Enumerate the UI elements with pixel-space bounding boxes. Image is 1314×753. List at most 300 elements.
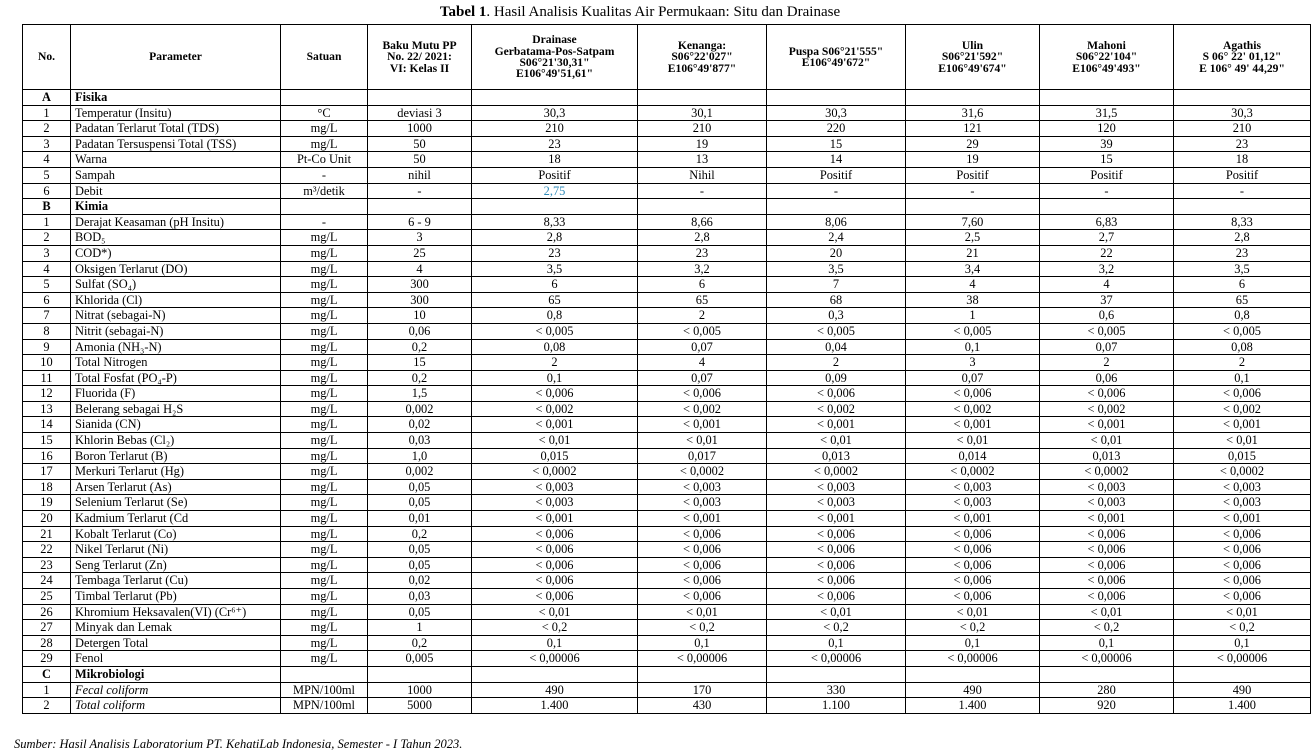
row-value: 2: [1040, 355, 1174, 371]
row-value: < 0,002: [638, 401, 767, 417]
table-row: [23, 448, 1311, 464]
row-unit: mg/L: [281, 433, 368, 449]
row-unit: mg/L: [281, 339, 368, 355]
row-value: < 0,2: [906, 620, 1040, 636]
row-no: 23: [23, 557, 71, 573]
row-no: 18: [23, 479, 71, 495]
row-value: -: [767, 183, 906, 199]
row-value: < 0,2: [472, 620, 638, 636]
row-parameter: Nitrit (sebagai-N): [71, 323, 281, 339]
row-value: 0,014: [906, 448, 1040, 464]
row-value: < 0,2: [638, 620, 767, 636]
row-value: 7,60: [906, 214, 1040, 230]
row-baku-mutu: 0,2: [368, 370, 472, 386]
empty-cell: [1040, 90, 1174, 106]
row-parameter: Sianida (CN): [71, 417, 281, 433]
row-value: < 0,003: [638, 495, 767, 511]
table-row: [23, 292, 1311, 308]
row-value: < 0,006: [472, 526, 638, 542]
header-kenanga: Kenanga: S06°22'027" E106°49'877": [638, 25, 767, 90]
row-value: < 0,003: [472, 495, 638, 511]
table-row: [23, 121, 1311, 137]
row-value: < 0,006: [906, 386, 1040, 402]
row-parameter: Khlorida (Cl): [71, 292, 281, 308]
row-value: 0,013: [1040, 448, 1174, 464]
table-row: [23, 245, 1311, 261]
row-baku-mutu: 0,05: [368, 542, 472, 558]
row-value: 31,5: [1040, 105, 1174, 121]
row-value: < 0,00006: [472, 651, 638, 667]
section-name: Fisika: [71, 90, 281, 106]
row-unit: MPN/100ml: [281, 682, 368, 698]
row-value: < 0,006: [1174, 573, 1311, 589]
row-baku-mutu: 3: [368, 230, 472, 246]
row-value: 330: [767, 682, 906, 698]
row-value: 8,66: [638, 214, 767, 230]
row-value: 210: [1174, 121, 1311, 137]
row-baku-mutu: 0,05: [368, 557, 472, 573]
row-parameter: Total Fosfat (PO₄-P): [71, 370, 281, 386]
empty-cell: [1174, 666, 1311, 682]
row-value: < 0,00006: [767, 651, 906, 667]
row-no: 28: [23, 635, 71, 651]
row-value: 0,1: [1040, 635, 1174, 651]
row-parameter: BOD₅: [71, 230, 281, 246]
row-baku-mutu: 1,0: [368, 448, 472, 464]
row-value: 2,4: [767, 230, 906, 246]
row-value: 0,06: [1040, 370, 1174, 386]
row-value: 0,8: [472, 308, 638, 324]
empty-cell: [472, 199, 638, 215]
header-row: [23, 25, 1311, 90]
header-no: No.: [23, 25, 71, 90]
empty-cell: [638, 666, 767, 682]
row-value: 22: [1040, 245, 1174, 261]
row-unit: mg/L: [281, 386, 368, 402]
row-unit: mg/L: [281, 589, 368, 605]
empty-cell: [1174, 90, 1311, 106]
empty-cell: [368, 199, 472, 215]
row-parameter: Minyak dan Lemak: [71, 620, 281, 636]
row-value: < 0,01: [1174, 604, 1311, 620]
row-no: 1: [23, 105, 71, 121]
header-baku-mutu: Baku Mutu PP No. 22/ 2021: VI: Kelas II: [368, 25, 472, 90]
row-value: 20: [767, 245, 906, 261]
row-no: 1: [23, 682, 71, 698]
row-value: < 0,0002: [472, 464, 638, 480]
row-unit: mg/L: [281, 323, 368, 339]
row-no: 20: [23, 511, 71, 527]
row-parameter: Sulfat (SO₄): [71, 277, 281, 293]
row-value: < 0,01: [638, 433, 767, 449]
row-value: < 0,001: [638, 417, 767, 433]
header-ulin: Ulin S06°21'592" E106°49'674": [906, 25, 1040, 90]
row-value: < 0,001: [638, 511, 767, 527]
row-no: 6: [23, 183, 71, 199]
row-value: < 0,01: [906, 604, 1040, 620]
table-row: [23, 417, 1311, 433]
row-value: < 0,001: [1174, 417, 1311, 433]
row-value: < 0,005: [1174, 323, 1311, 339]
row-value: 8,33: [1174, 214, 1311, 230]
row-value: < 0,003: [1040, 495, 1174, 511]
row-value: 0,3: [767, 308, 906, 324]
row-value: < 0,006: [1040, 526, 1174, 542]
row-value: < 0,01: [1040, 433, 1174, 449]
row-baku-mutu: 10: [368, 308, 472, 324]
row-unit: mg/L: [281, 261, 368, 277]
row-value: 23: [472, 136, 638, 152]
row-baku-mutu: 0,002: [368, 401, 472, 417]
row-value: < 0,006: [1040, 386, 1174, 402]
section-row: [23, 199, 1311, 215]
row-parameter: Arsen Terlarut (As): [71, 479, 281, 495]
row-value: < 0,01: [638, 604, 767, 620]
row-value: < 0,001: [767, 511, 906, 527]
row-value: < 0,002: [1040, 401, 1174, 417]
row-no: 6: [23, 292, 71, 308]
empty-cell: [906, 199, 1040, 215]
table-caption-text: . Hasil Analisis Kualitas Air Permukaan: Situ dan Drainase: [486, 4, 841, 20]
header-agathis: Agathis S 06° 22' 01,12" E 106° 49' 44,29": [1174, 25, 1311, 90]
row-unit: mg/L: [281, 573, 368, 589]
empty-cell: [767, 90, 906, 106]
row-value: 0,1: [1174, 370, 1311, 386]
row-value: 29: [906, 136, 1040, 152]
row-value: 30,3: [767, 105, 906, 121]
empty-cell: [281, 90, 368, 106]
source-note: Sumber: Hasil Analisis Laboratorium PT. KehatiLab Indonesia, Semester - I Tahun 2023.: [14, 737, 463, 751]
row-value: < 0,006: [767, 557, 906, 573]
row-value: 210: [638, 121, 767, 137]
row-value: 0,1: [767, 635, 906, 651]
table-row: [23, 635, 1311, 651]
row-value: 21: [906, 245, 1040, 261]
header-mahoni: Mahoni S06°22'104" E106°49'493": [1040, 25, 1174, 90]
row-value: 3: [906, 355, 1040, 371]
row-value: 4: [1040, 277, 1174, 293]
row-value: < 0,006: [472, 557, 638, 573]
row-value: 0,1: [906, 635, 1040, 651]
row-no: 16: [23, 448, 71, 464]
row-baku-mutu: deviasi 3: [368, 105, 472, 121]
row-value: 15: [1040, 152, 1174, 168]
row-value: < 0,006: [767, 542, 906, 558]
row-baku-mutu: 0,2: [368, 339, 472, 355]
row-baku-mutu: 0,005: [368, 651, 472, 667]
table-row: [23, 277, 1311, 293]
row-unit: mg/L: [281, 230, 368, 246]
row-value: 31,6: [906, 105, 1040, 121]
row-value: < 0,006: [638, 557, 767, 573]
row-value: 23: [638, 245, 767, 261]
row-baku-mutu: 4: [368, 261, 472, 277]
row-unit: mg/L: [281, 308, 368, 324]
table-row: [23, 401, 1311, 417]
table-row: [23, 261, 1311, 277]
row-unit: mg/L: [281, 464, 368, 480]
row-value: 0,08: [472, 339, 638, 355]
row-value: 30,1: [638, 105, 767, 121]
row-baku-mutu: 1: [368, 620, 472, 636]
row-value: 0,1: [472, 370, 638, 386]
section-row: [23, 90, 1311, 106]
row-value: 0,1: [472, 635, 638, 651]
row-value: 2,7: [1040, 230, 1174, 246]
row-value: 0,07: [1040, 339, 1174, 355]
row-value: < 0,005: [638, 323, 767, 339]
row-value: -: [906, 183, 1040, 199]
row-baku-mutu: 0,02: [368, 417, 472, 433]
row-value: < 0,003: [767, 479, 906, 495]
row-value: < 0,006: [906, 526, 1040, 542]
row-baku-mutu: 0,02: [368, 573, 472, 589]
row-value: < 0,0002: [638, 464, 767, 480]
row-unit: MPN/100ml: [281, 698, 368, 714]
row-no: 24: [23, 573, 71, 589]
row-value: < 0,005: [906, 323, 1040, 339]
row-value: 2,75: [472, 183, 638, 199]
header-parameter: Parameter: [71, 25, 281, 90]
row-value: < 0,001: [1040, 511, 1174, 527]
row-no: 2: [23, 121, 71, 137]
table-row: [23, 604, 1311, 620]
row-value: 490: [1174, 682, 1311, 698]
table-row: [23, 511, 1311, 527]
row-value: 65: [472, 292, 638, 308]
row-value: < 0,006: [1174, 526, 1311, 542]
row-value: 4: [906, 277, 1040, 293]
row-no: 11: [23, 370, 71, 386]
row-value: 13: [638, 152, 767, 168]
row-parameter: Belerang sebagai H₂S: [71, 401, 281, 417]
row-baku-mutu: 0,05: [368, 479, 472, 495]
row-value: < 0,003: [1174, 479, 1311, 495]
row-unit: mg/L: [281, 401, 368, 417]
table-row: [23, 573, 1311, 589]
row-value: < 0,006: [767, 526, 906, 542]
row-value: 0,017: [638, 448, 767, 464]
row-unit: -: [281, 214, 368, 230]
row-value: < 0,2: [767, 620, 906, 636]
row-value: 3,5: [1174, 261, 1311, 277]
empty-cell: [1040, 666, 1174, 682]
row-value: < 0,006: [472, 573, 638, 589]
row-baku-mutu: 300: [368, 277, 472, 293]
row-value: < 0,006: [1174, 589, 1311, 605]
table-row: [23, 433, 1311, 449]
row-value: 18: [472, 152, 638, 168]
row-value: 2,8: [638, 230, 767, 246]
row-no: 21: [23, 526, 71, 542]
row-value: < 0,003: [767, 495, 906, 511]
row-no: 29: [23, 651, 71, 667]
empty-cell: [638, 90, 767, 106]
row-value: < 0,005: [472, 323, 638, 339]
row-baku-mutu: 50: [368, 152, 472, 168]
row-unit: mg/L: [281, 604, 368, 620]
row-parameter: Detergen Total: [71, 635, 281, 651]
row-no: 2: [23, 230, 71, 246]
row-value: < 0,005: [1040, 323, 1174, 339]
row-value: < 0,001: [1040, 417, 1174, 433]
row-value: 6: [638, 277, 767, 293]
empty-cell: [472, 666, 638, 682]
row-value: < 0,0002: [767, 464, 906, 480]
row-value: 3,4: [906, 261, 1040, 277]
row-value: 6,83: [1040, 214, 1174, 230]
row-value: 2,8: [1174, 230, 1311, 246]
row-no: 19: [23, 495, 71, 511]
row-parameter: Timbal Terlarut (Pb): [71, 589, 281, 605]
row-value: < 0,0002: [1174, 464, 1311, 480]
row-value: < 0,006: [906, 589, 1040, 605]
row-parameter: Khlorin Bebas (Cl₂): [71, 433, 281, 449]
row-baku-mutu: 0,01: [368, 511, 472, 527]
row-value: 0,1: [906, 339, 1040, 355]
empty-cell: [767, 199, 906, 215]
row-unit: mg/L: [281, 620, 368, 636]
row-value: -: [1174, 183, 1311, 199]
row-value: Positif: [767, 167, 906, 183]
row-value: 8,06: [767, 214, 906, 230]
row-no: 14: [23, 417, 71, 433]
row-value: < 0,006: [1040, 542, 1174, 558]
row-baku-mutu: 0,03: [368, 589, 472, 605]
row-no: 17: [23, 464, 71, 480]
row-parameter: Merkuri Terlarut (Hg): [71, 464, 281, 480]
row-value: < 0,00006: [1040, 651, 1174, 667]
row-value: < 0,003: [1040, 479, 1174, 495]
row-value: 920: [1040, 698, 1174, 714]
row-parameter: Nitrat (sebagai-N): [71, 308, 281, 324]
row-value: 280: [1040, 682, 1174, 698]
row-value: 0,07: [906, 370, 1040, 386]
row-no: 5: [23, 277, 71, 293]
row-no: 4: [23, 261, 71, 277]
row-baku-mutu: 0,05: [368, 604, 472, 620]
row-unit: mg/L: [281, 542, 368, 558]
row-parameter: Padatan Terlarut Total (TDS): [71, 121, 281, 137]
row-baku-mutu: 300: [368, 292, 472, 308]
row-value: < 0,002: [1174, 401, 1311, 417]
row-value: < 0,006: [638, 542, 767, 558]
row-unit: mg/L: [281, 448, 368, 464]
row-baku-mutu: nihil: [368, 167, 472, 183]
row-no: 3: [23, 245, 71, 261]
row-value: < 0,002: [767, 401, 906, 417]
row-parameter: Fecal coliform: [71, 682, 281, 698]
row-unit: mg/L: [281, 651, 368, 667]
row-value: < 0,01: [472, 604, 638, 620]
row-value: < 0,002: [472, 401, 638, 417]
section-row: [23, 666, 1311, 682]
table-row: [23, 464, 1311, 480]
row-parameter: Debit: [71, 183, 281, 199]
row-no: 5: [23, 167, 71, 183]
table-caption-label: Tabel 1: [439, 4, 487, 20]
table-row: [23, 589, 1311, 605]
section-name: Mikrobiologi: [71, 666, 281, 682]
row-value: 0,08: [1174, 339, 1311, 355]
row-value: < 0,001: [906, 511, 1040, 527]
empty-cell: [472, 90, 638, 106]
row-baku-mutu: 0,2: [368, 526, 472, 542]
row-parameter: Kadmium Terlarut (Cd: [71, 511, 281, 527]
row-unit: mg/L: [281, 526, 368, 542]
row-no: 25: [23, 589, 71, 605]
row-parameter: Warna: [71, 152, 281, 168]
table-row: [23, 230, 1311, 246]
row-unit: mg/L: [281, 245, 368, 261]
row-unit: °C: [281, 105, 368, 121]
empty-cell: [906, 90, 1040, 106]
row-value: Positif: [472, 167, 638, 183]
row-no: 2: [23, 698, 71, 714]
row-value: 30,3: [472, 105, 638, 121]
row-baku-mutu: 50: [368, 136, 472, 152]
row-no: 9: [23, 339, 71, 355]
row-no: 10: [23, 355, 71, 371]
row-value: < 0,005: [767, 323, 906, 339]
row-value: < 0,003: [906, 495, 1040, 511]
row-baku-mutu: 5000: [368, 698, 472, 714]
row-value: < 0,001: [472, 417, 638, 433]
table-row: [23, 370, 1311, 386]
row-value: 0,1: [1174, 635, 1311, 651]
row-value: < 0,00006: [638, 651, 767, 667]
row-parameter: Nikel Terlarut (Ni): [71, 542, 281, 558]
row-baku-mutu: 0,03: [368, 433, 472, 449]
row-baku-mutu: 0,06: [368, 323, 472, 339]
row-unit: mg/L: [281, 370, 368, 386]
row-value: < 0,006: [1174, 542, 1311, 558]
row-value: 30,3: [1174, 105, 1311, 121]
row-value: 6: [1174, 277, 1311, 293]
empty-cell: [281, 666, 368, 682]
row-no: 13: [23, 401, 71, 417]
row-value: 65: [1174, 292, 1311, 308]
row-unit: Pt-Co Unit: [281, 152, 368, 168]
row-value: < 0,006: [906, 542, 1040, 558]
row-value: 2: [1174, 355, 1311, 371]
row-value: < 0,001: [1174, 511, 1311, 527]
row-value: 0,8: [1174, 308, 1311, 324]
row-parameter: Khromium Heksavalen(VI) (Cr⁶⁺): [71, 604, 281, 620]
table-row: [23, 152, 1311, 168]
row-no: 26: [23, 604, 71, 620]
row-no: 3: [23, 136, 71, 152]
row-value: < 0,006: [767, 589, 906, 605]
row-value: 65: [638, 292, 767, 308]
row-unit: mg/L: [281, 136, 368, 152]
row-value: < 0,006: [638, 589, 767, 605]
row-value: < 0,006: [1040, 589, 1174, 605]
header-drainase: Drainase Gerbatama-Pos-Satpam S06°21'30,31" E106°49'51,61": [472, 25, 638, 90]
row-parameter: Fluorida (F): [71, 386, 281, 402]
table-row: [23, 308, 1311, 324]
row-no: 22: [23, 542, 71, 558]
row-value: 0,1: [638, 635, 767, 651]
table-row: [23, 214, 1311, 230]
row-value: 1.400: [472, 698, 638, 714]
row-parameter: Sampah: [71, 167, 281, 183]
section-id: B: [23, 199, 71, 215]
empty-cell: [1174, 199, 1311, 215]
row-value: 8,33: [472, 214, 638, 230]
table-caption: [0, 3, 1280, 21]
empty-cell: [281, 199, 368, 215]
